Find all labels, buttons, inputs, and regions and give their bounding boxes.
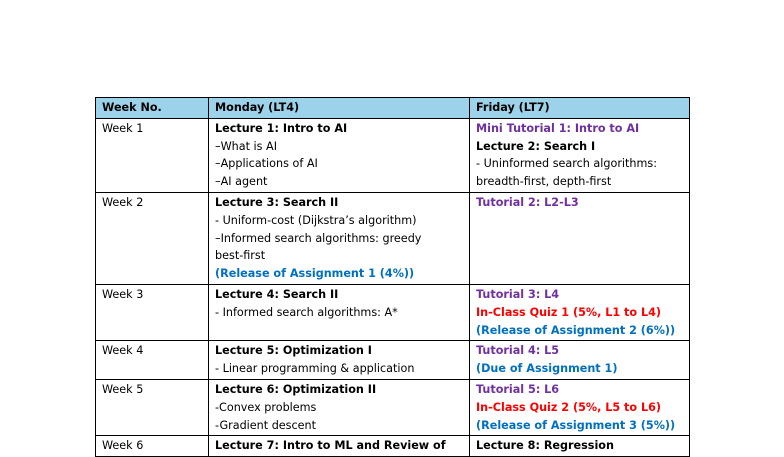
friday-cell — [470, 192, 690, 284]
friday-cell-line: Lecture 2: Search I — [476, 139, 596, 153]
week-cell: Week 3 — [96, 284, 209, 340]
friday-cell — [470, 341, 690, 380]
monday-cell-line: Lecture 4: Search II — [215, 287, 339, 301]
monday-cell-line: Lecture 7: Intro to ML and Review of — [215, 439, 446, 453]
monday-cell — [209, 118, 470, 192]
friday-cell-line: In-Class Quiz 1 (5%, L1 to L4) — [476, 305, 661, 319]
table-row — [96, 341, 690, 380]
header-week: Week No. — [96, 98, 209, 119]
schedule-table — [95, 97, 690, 457]
header-friday: Friday (LT7) — [470, 98, 690, 119]
week-cell: Week 1 — [96, 118, 209, 192]
table-row — [96, 436, 690, 457]
friday-cell-line: (Due of Assignment 1) — [476, 362, 618, 376]
monday-cell-line: Lecture 3: Search II — [215, 195, 339, 209]
monday-cell — [209, 379, 470, 435]
monday-cell-line: –Informed search algorithms: greedy — [215, 231, 422, 245]
week-cell: Week 5 — [96, 379, 209, 435]
week-cell: Week 2 — [96, 192, 209, 284]
monday-cell-line: Lecture 6: Optimization II — [215, 382, 377, 396]
monday-cell-line: (Release of Assignment 1 (4%)) — [215, 267, 415, 281]
friday-cell-line: Tutorial 2: L2-L3 — [476, 195, 579, 209]
week-cell: Week 6 — [96, 436, 209, 457]
friday-cell-line: Lecture 8: Regression — [476, 439, 614, 453]
monday-cell — [209, 341, 470, 380]
monday-cell-line: -Gradient descent — [215, 418, 317, 432]
monday-cell-line: best-first — [215, 249, 266, 263]
schedule-body — [96, 118, 690, 456]
friday-cell-line: Tutorial 5: L6 — [476, 382, 560, 396]
friday-cell-line: breadth-first, depth-first — [476, 175, 612, 189]
friday-cell — [470, 284, 690, 340]
week-cell: Week 4 — [96, 341, 209, 380]
friday-cell — [470, 379, 690, 435]
monday-cell-line: –What is AI — [215, 139, 277, 153]
friday-cell-line: Tutorial 3: L4 — [476, 287, 560, 301]
header-row — [96, 98, 690, 119]
monday-cell — [209, 284, 470, 340]
friday-cell-line: (Release of Assignment 3 (5%)) — [476, 418, 676, 432]
monday-cell-line: Lecture 1: Intro to AI — [215, 121, 348, 135]
monday-cell — [209, 192, 470, 284]
monday-cell-line: Lecture 5: Optimization I — [215, 344, 372, 358]
table-row — [96, 192, 690, 284]
monday-cell-line: –Applications of AI — [215, 157, 318, 171]
monday-cell-line: -Convex problems — [215, 400, 317, 414]
monday-cell-line: –AI agent — [215, 175, 268, 189]
friday-cell — [470, 118, 690, 192]
table-row — [96, 379, 690, 435]
friday-cell-line: Mini Tutorial 1: Intro to AI — [476, 121, 640, 135]
table-row — [96, 118, 690, 192]
friday-cell-line: (Release of Assignment 2 (6%)) — [476, 323, 676, 337]
friday-cell-line: Tutorial 4: L5 — [476, 344, 560, 358]
friday-cell — [470, 436, 690, 457]
friday-cell-line: - Uninformed search algorithms: — [476, 157, 658, 171]
header-monday: Monday (LT4) — [209, 98, 470, 119]
monday-cell — [209, 436, 470, 457]
monday-cell-line: - Linear programming & application — [215, 362, 415, 376]
friday-cell-line: In-Class Quiz 2 (5%, L5 to L6) — [476, 400, 661, 414]
table-row — [96, 284, 690, 340]
monday-cell-line: - Informed search algorithms: A* — [215, 305, 398, 319]
monday-cell-line: - Uniform-cost (Dijkstra’s algorithm) — [215, 213, 417, 227]
